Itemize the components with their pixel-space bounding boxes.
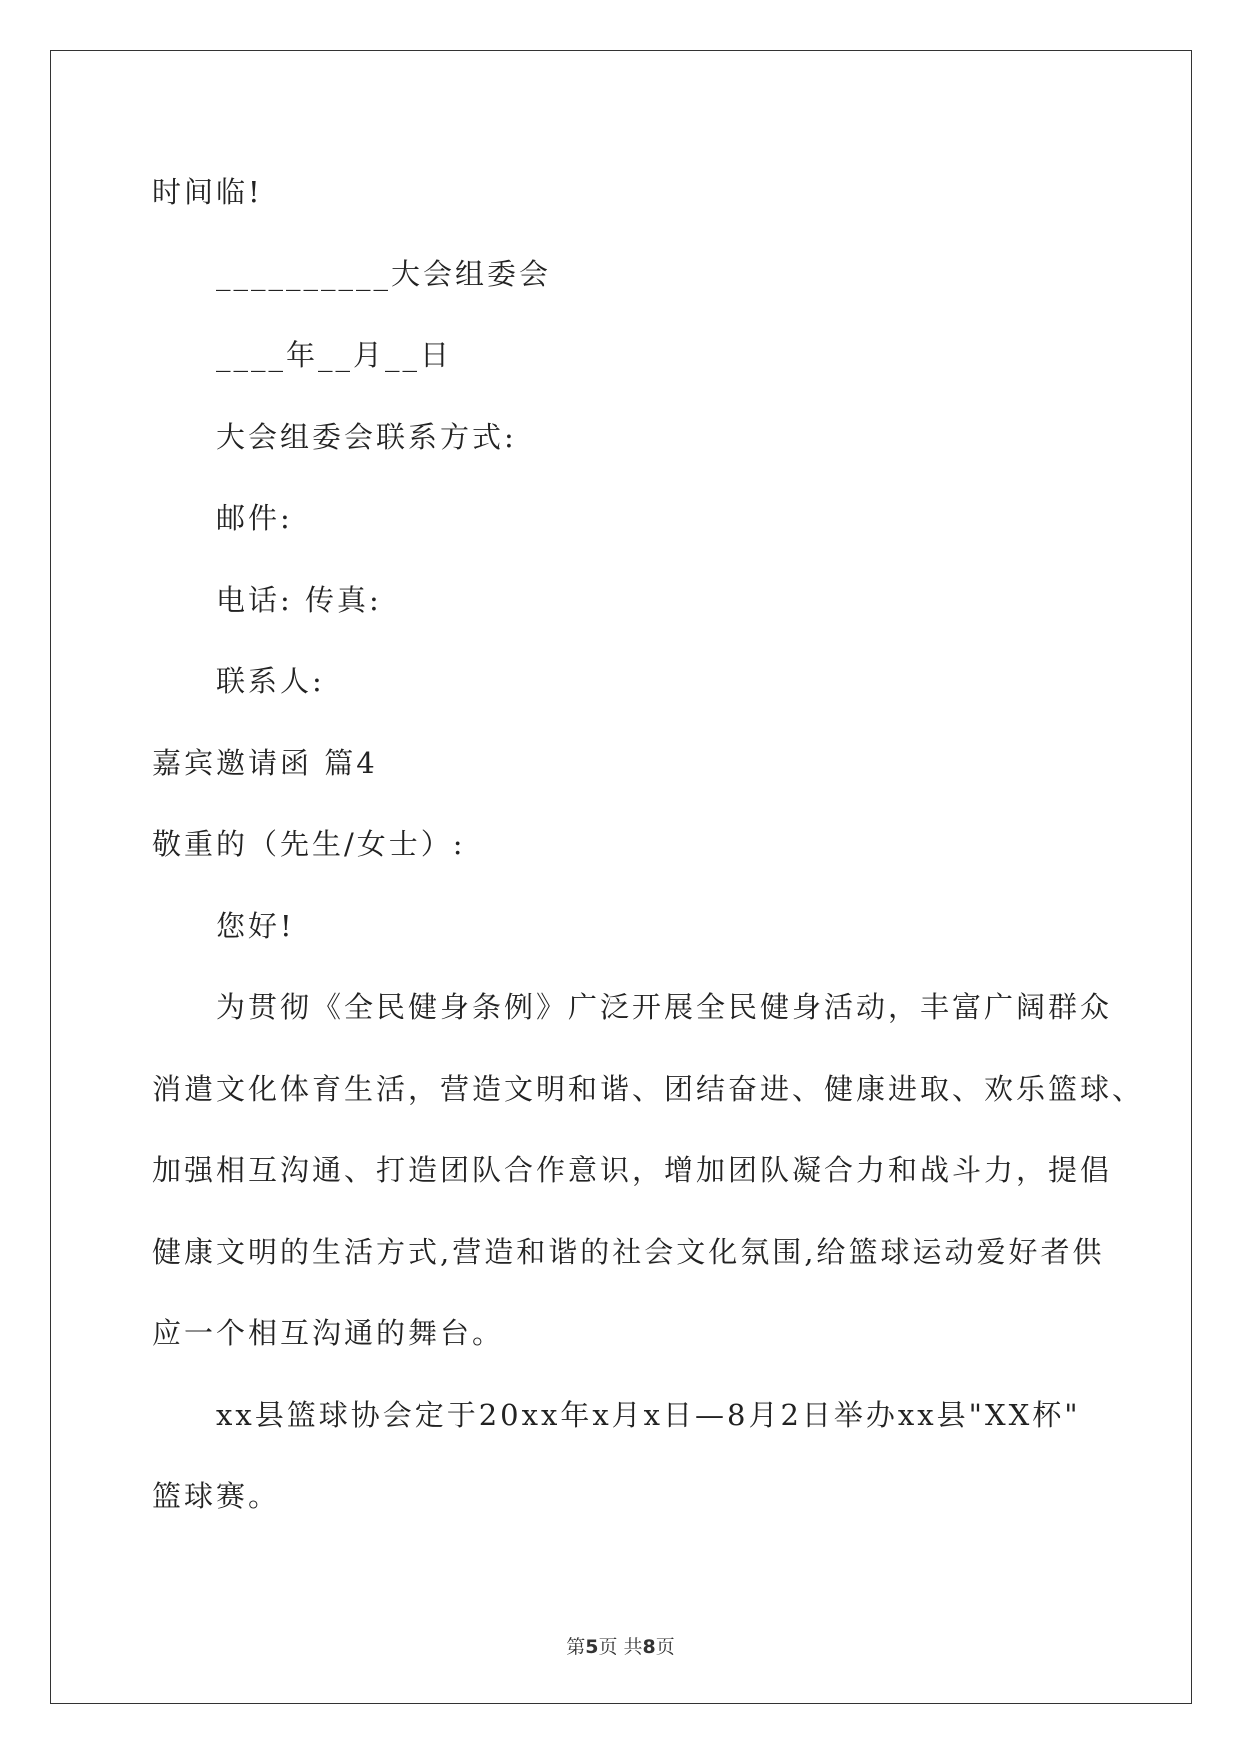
text-line: ____年__月__日: [216, 338, 453, 372]
text-line: 邮件:: [216, 501, 293, 535]
page-border: [50, 50, 1192, 1704]
paragraph-line: xx县篮球协会定于20xx年x月x日—8月2日举办xx县"XX杯": [216, 1398, 1081, 1432]
paragraph-line: 消遣文化体育生活，营造文明和谐、团结奋进、健康进取、欢乐篮球、: [152, 1072, 1145, 1106]
paragraph-line: 应一个相互沟通的舞台。: [152, 1316, 505, 1350]
text-line: 电话: 传真:: [216, 583, 382, 617]
footer-total-pages: 8: [642, 1636, 656, 1658]
text-line: 大会组委会联系方式:: [216, 420, 517, 454]
text-line: __________大会组委会: [216, 257, 552, 291]
paragraph-line: 篮球赛。: [152, 1479, 281, 1513]
footer-current-page: 5: [585, 1636, 599, 1658]
footer-prefix: 第: [566, 1636, 586, 1658]
footer-suffix: 页: [655, 1636, 675, 1658]
page-number-footer: [0, 1632, 1241, 1659]
paragraph-line: 为贯彻《全民健身条例》广泛开展全民健身活动，丰富广阔群众: [216, 990, 1113, 1024]
paragraph-line: 加强相互沟通、打造团队合作意识，增加团队凝合力和战斗力，提倡: [152, 1153, 1113, 1187]
footer-mid: 页 共: [598, 1636, 643, 1658]
greeting: 您好!: [216, 909, 295, 943]
text-line: 时间临!: [152, 175, 263, 209]
text-line: 联系人:: [216, 664, 325, 698]
salutation: 敬重的（先生/女士）:: [152, 827, 466, 861]
paragraph-line: 健康文明的生活方式,营造和谐的社会文化氛围,给篮球运动爱好者供: [152, 1235, 1105, 1269]
section-heading: 嘉宾邀请函 篇4: [152, 746, 378, 780]
